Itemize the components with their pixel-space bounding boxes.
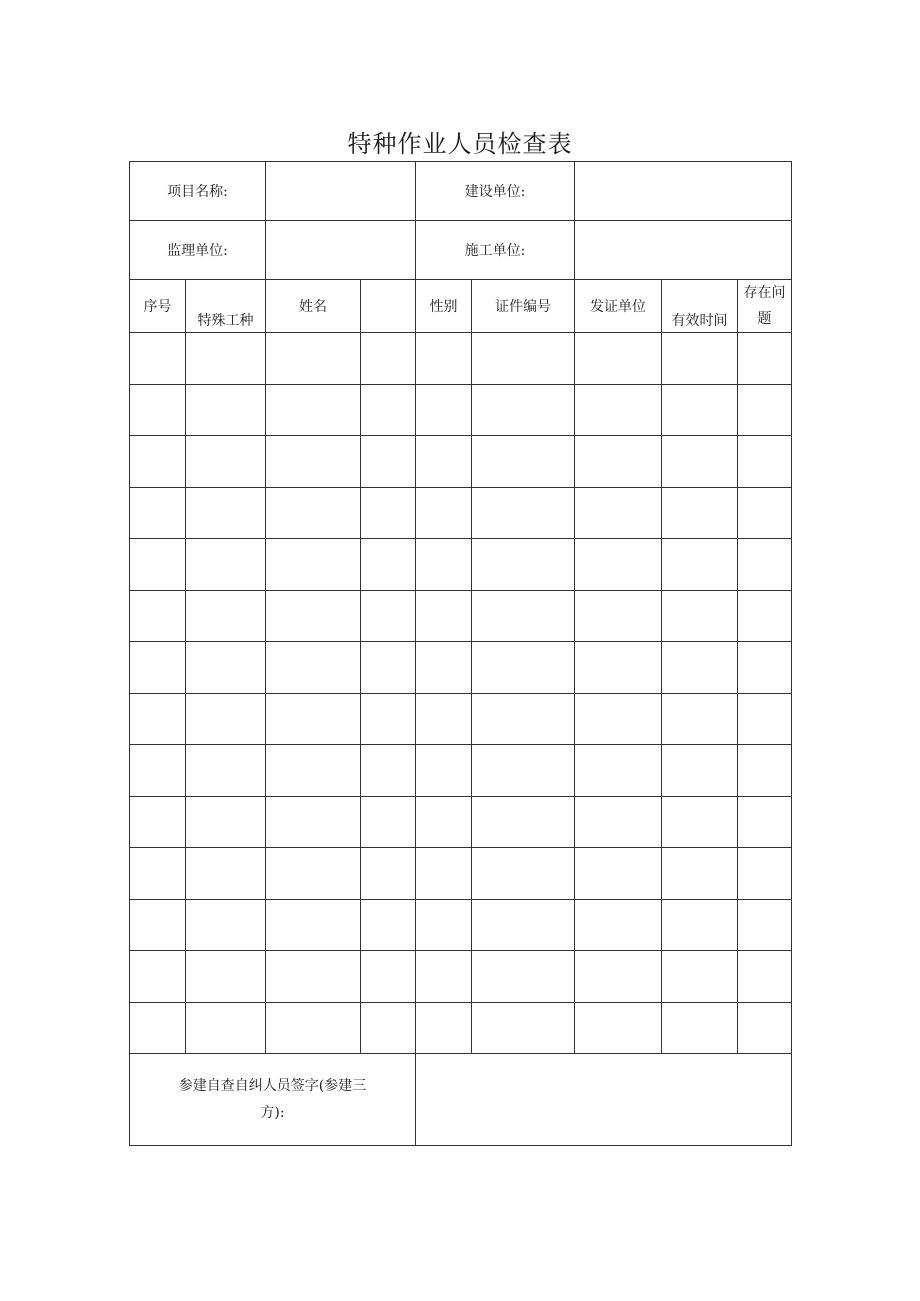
cell-work-type[interactable] xyxy=(186,848,266,900)
cell-cert-no[interactable] xyxy=(472,333,575,385)
cell-seq[interactable] xyxy=(130,848,186,900)
header-work-type xyxy=(186,280,266,333)
cell-work-type[interactable] xyxy=(186,796,266,848)
header-cert-no xyxy=(472,280,575,333)
cell-blank[interactable] xyxy=(361,539,416,591)
signature-row xyxy=(130,1054,792,1146)
cell-name[interactable] xyxy=(266,487,361,539)
cell-issuer[interactable] xyxy=(575,487,662,539)
cell-blank[interactable] xyxy=(361,848,416,900)
table-row xyxy=(130,590,792,642)
construction-unit-field[interactable] xyxy=(575,162,792,221)
cell-blank[interactable] xyxy=(361,951,416,1003)
signature-label-line2: 方): xyxy=(260,1104,285,1121)
cell-blank[interactable] xyxy=(361,899,416,951)
signature-label-cell xyxy=(130,1054,416,1146)
header-issues-line1: 存在问 xyxy=(743,285,786,301)
cell-work-type[interactable] xyxy=(186,899,266,951)
cell-issuer[interactable] xyxy=(575,590,662,642)
cell-issuer[interactable] xyxy=(575,333,662,385)
cell-valid-time[interactable] xyxy=(662,745,738,797)
cell-name[interactable] xyxy=(266,436,361,488)
header-valid-time xyxy=(662,280,738,333)
cell-work-type[interactable] xyxy=(186,333,266,385)
cell-valid-time[interactable] xyxy=(662,796,738,848)
cell-blank[interactable] xyxy=(361,384,416,436)
header-gender xyxy=(416,280,472,333)
cell-name[interactable] xyxy=(266,333,361,385)
cell-gender[interactable] xyxy=(416,436,472,488)
header-issuer xyxy=(575,280,662,333)
table-row xyxy=(130,539,792,591)
cell-name[interactable] xyxy=(266,693,361,745)
project-name-label: 项目名称: xyxy=(130,162,266,221)
page-title: 特种作业人员检查表 xyxy=(347,130,573,158)
cell-blank[interactable] xyxy=(361,642,416,694)
signature-label-line1: 参建自查自纠人员签字(参建三 xyxy=(178,1077,367,1094)
info-row-units xyxy=(130,221,792,280)
cell-gender[interactable] xyxy=(416,951,472,1003)
cell-cert-no[interactable] xyxy=(472,796,575,848)
cell-seq[interactable] xyxy=(130,539,186,591)
table-row xyxy=(130,333,792,385)
cell-cert-no[interactable] xyxy=(472,745,575,797)
table-row xyxy=(130,1002,792,1054)
supervision-unit-label: 监理单位: xyxy=(130,221,266,280)
header-name-label: 姓名 xyxy=(299,299,327,315)
cell-name[interactable] xyxy=(266,848,361,900)
supervision-unit-field[interactable] xyxy=(266,221,416,280)
cell-gender[interactable] xyxy=(416,642,472,694)
cell-issues[interactable] xyxy=(738,796,792,848)
cell-blank[interactable] xyxy=(361,796,416,848)
cell-issues[interactable] xyxy=(738,642,792,694)
cell-valid-time[interactable] xyxy=(662,436,738,488)
cell-issuer[interactable] xyxy=(575,693,662,745)
cell-valid-time[interactable] xyxy=(662,693,738,745)
cell-issuer[interactable] xyxy=(575,436,662,488)
header-seq xyxy=(130,280,186,333)
project-name-field[interactable] xyxy=(266,162,416,221)
inspection-table xyxy=(129,161,792,1146)
cell-valid-time[interactable] xyxy=(662,899,738,951)
header-name xyxy=(266,280,361,333)
header-seq-label: 序号 xyxy=(143,299,172,315)
cell-work-type[interactable] xyxy=(186,642,266,694)
header-row xyxy=(130,280,792,333)
cell-cert-no[interactable] xyxy=(472,951,575,1003)
cell-issuer[interactable] xyxy=(575,1002,662,1054)
cell-seq[interactable] xyxy=(130,590,186,642)
cell-gender[interactable] xyxy=(416,693,472,745)
header-issuer-label: 发证单位 xyxy=(590,299,646,315)
cell-blank[interactable] xyxy=(361,333,416,385)
cell-valid-time[interactable] xyxy=(662,539,738,591)
cell-issues[interactable] xyxy=(738,951,792,1003)
cell-cert-no[interactable] xyxy=(472,899,575,951)
cell-issuer[interactable] xyxy=(575,539,662,591)
cell-seq[interactable] xyxy=(130,899,186,951)
cell-gender[interactable] xyxy=(416,745,472,797)
cell-name[interactable] xyxy=(266,1002,361,1054)
header-blank xyxy=(361,280,416,333)
cell-issues[interactable] xyxy=(738,848,792,900)
cell-issues[interactable] xyxy=(738,745,792,797)
cell-issues[interactable] xyxy=(738,384,792,436)
cell-issuer[interactable] xyxy=(575,951,662,1003)
cell-name[interactable] xyxy=(266,642,361,694)
cell-valid-time[interactable] xyxy=(662,1002,738,1054)
table-row xyxy=(130,384,792,436)
cell-name[interactable] xyxy=(266,796,361,848)
cell-work-type[interactable] xyxy=(186,1002,266,1054)
contractor-label: 施工单位: xyxy=(416,221,575,280)
cell-seq[interactable] xyxy=(130,951,186,1003)
cell-issues[interactable] xyxy=(738,436,792,488)
cell-work-type[interactable] xyxy=(186,539,266,591)
cell-cert-no[interactable] xyxy=(472,848,575,900)
cell-valid-time[interactable] xyxy=(662,590,738,642)
cell-gender[interactable] xyxy=(416,539,472,591)
cell-work-type[interactable] xyxy=(186,951,266,1003)
table-row xyxy=(130,899,792,951)
table-row xyxy=(130,693,792,745)
cell-cert-no[interactable] xyxy=(472,384,575,436)
construction-unit-label: 建设单位: xyxy=(416,162,575,221)
cell-seq[interactable] xyxy=(130,745,186,797)
cell-work-type[interactable] xyxy=(186,590,266,642)
cell-issues[interactable] xyxy=(738,590,792,642)
cell-name[interactable] xyxy=(266,951,361,1003)
table-row xyxy=(130,436,792,488)
header-cert-no-label: 证件编号 xyxy=(495,299,551,315)
cell-work-type[interactable] xyxy=(186,745,266,797)
cell-issues[interactable] xyxy=(738,333,792,385)
cell-gender[interactable] xyxy=(416,333,472,385)
cell-work-type[interactable] xyxy=(186,487,266,539)
header-gender-label: 性别 xyxy=(429,299,458,315)
cell-cert-no[interactable] xyxy=(472,539,575,591)
cell-seq[interactable] xyxy=(130,436,186,488)
cell-valid-time[interactable] xyxy=(662,384,738,436)
cell-gender[interactable] xyxy=(416,487,472,539)
cell-issuer[interactable] xyxy=(575,642,662,694)
cell-name[interactable] xyxy=(266,384,361,436)
cell-blank[interactable] xyxy=(361,1002,416,1054)
cell-seq[interactable] xyxy=(130,333,186,385)
cell-gender[interactable] xyxy=(416,848,472,900)
cell-valid-time[interactable] xyxy=(662,642,738,694)
cell-issuer[interactable] xyxy=(575,384,662,436)
info-row-project xyxy=(130,162,792,221)
cell-issuer[interactable] xyxy=(575,848,662,900)
cell-gender[interactable] xyxy=(416,899,472,951)
cell-blank[interactable] xyxy=(361,590,416,642)
cell-issues[interactable] xyxy=(738,1002,792,1054)
table-row xyxy=(130,745,792,797)
header-valid-time-label: 有效时间 xyxy=(671,313,728,329)
table-row xyxy=(130,487,792,539)
cell-cert-no[interactable] xyxy=(472,590,575,642)
cell-issues[interactable] xyxy=(738,899,792,951)
cell-name[interactable] xyxy=(266,590,361,642)
cell-issues[interactable] xyxy=(738,693,792,745)
cell-issuer[interactable] xyxy=(575,745,662,797)
cell-name[interactable] xyxy=(266,539,361,591)
cell-blank[interactable] xyxy=(361,745,416,797)
cell-work-type[interactable] xyxy=(186,436,266,488)
cell-cert-no[interactable] xyxy=(472,487,575,539)
cell-name[interactable] xyxy=(266,745,361,797)
table-row xyxy=(130,642,792,694)
cell-valid-time[interactable] xyxy=(662,848,738,900)
cell-cert-no[interactable] xyxy=(472,436,575,488)
cell-issuer[interactable] xyxy=(575,899,662,951)
cell-cert-no[interactable] xyxy=(472,1002,575,1054)
cell-valid-time[interactable] xyxy=(662,487,738,539)
table-row xyxy=(130,796,792,848)
cell-seq[interactable] xyxy=(130,1002,186,1054)
cell-blank[interactable] xyxy=(361,487,416,539)
header-issues xyxy=(738,280,792,333)
cell-seq[interactable] xyxy=(130,693,186,745)
header-work-type-label: 特殊工种 xyxy=(197,313,254,329)
cell-gender[interactable] xyxy=(416,796,472,848)
signature-field[interactable] xyxy=(416,1054,792,1146)
contractor-field[interactable] xyxy=(575,221,792,280)
cell-issues[interactable] xyxy=(738,487,792,539)
cell-issues[interactable] xyxy=(738,539,792,591)
cell-seq[interactable] xyxy=(130,642,186,694)
cell-gender[interactable] xyxy=(416,384,472,436)
cell-blank[interactable] xyxy=(361,693,416,745)
cell-gender[interactable] xyxy=(416,1002,472,1054)
cell-gender[interactable] xyxy=(416,590,472,642)
cell-valid-time[interactable] xyxy=(662,333,738,385)
cell-name[interactable] xyxy=(266,899,361,951)
cell-blank[interactable] xyxy=(361,436,416,488)
cell-cert-no[interactable] xyxy=(472,642,575,694)
table-row xyxy=(130,951,792,1003)
cell-seq[interactable] xyxy=(130,796,186,848)
cell-seq[interactable] xyxy=(130,384,186,436)
cell-work-type[interactable] xyxy=(186,384,266,436)
table-row xyxy=(130,848,792,900)
cell-issuer[interactable] xyxy=(575,796,662,848)
cell-seq[interactable] xyxy=(130,487,186,539)
header-issues-line2: 题 xyxy=(757,311,772,327)
cell-valid-time[interactable] xyxy=(662,951,738,1003)
cell-work-type[interactable] xyxy=(186,693,266,745)
cell-cert-no[interactable] xyxy=(472,693,575,745)
